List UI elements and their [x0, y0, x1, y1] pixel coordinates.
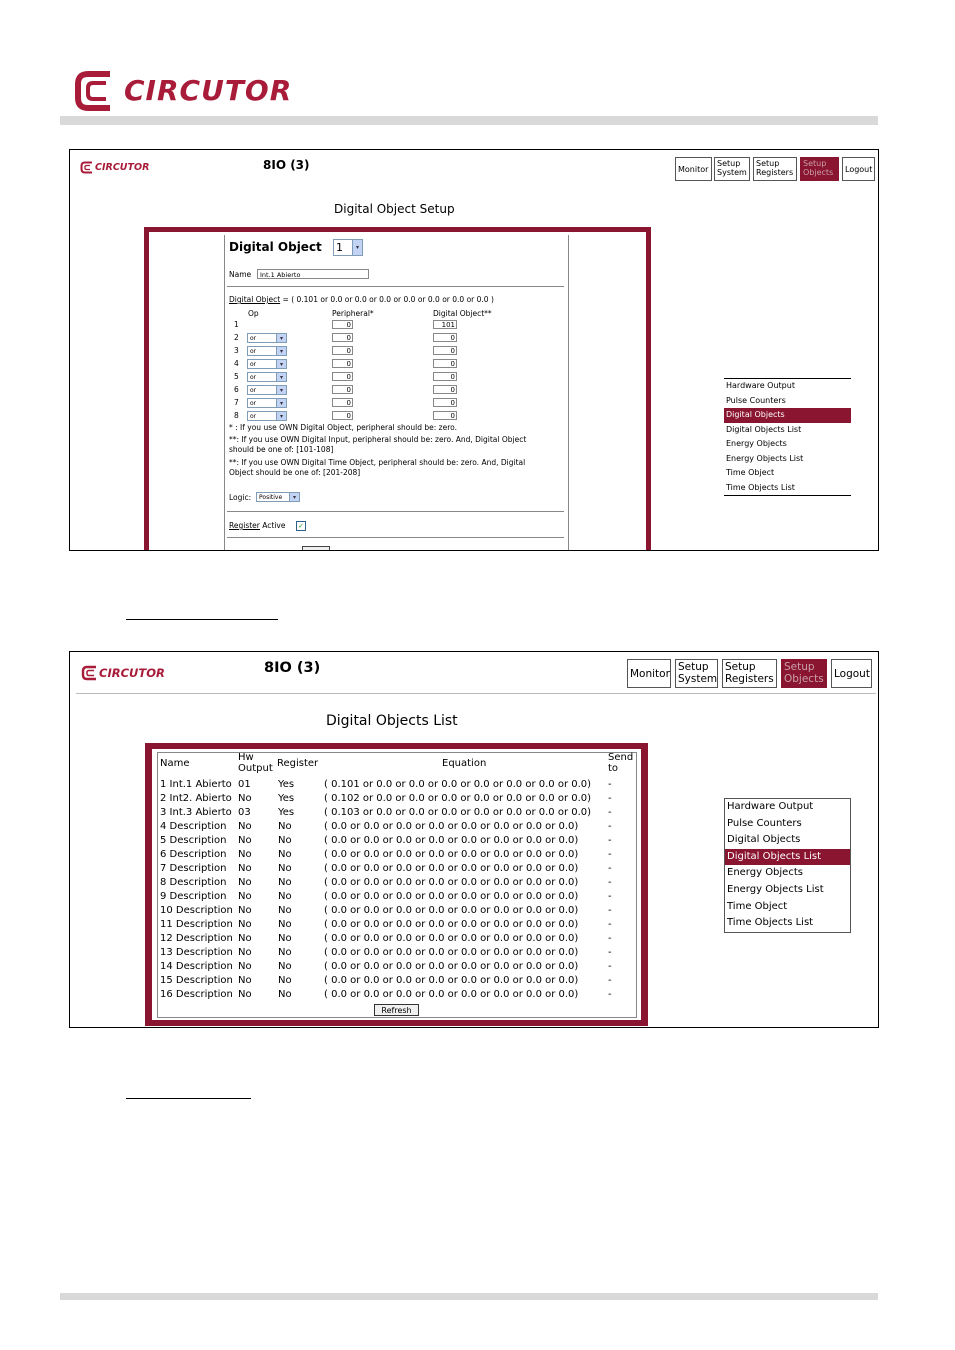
setup-row [149, 346, 549, 357]
side-menu-setup [724, 378, 851, 496]
nav-monitor[interactable]: Monitor [627, 659, 671, 688]
cell-equation: ( 0.0 or 0.0 or 0.0 or 0.0 or 0.0 or 0.0 or 0.0 or 0.0) [324, 905, 579, 916]
cell-name: 10 Description [160, 905, 233, 916]
cell-send-to: - [608, 779, 612, 790]
menu-item-hardware-output[interactable]: Hardware Output [727, 801, 814, 812]
row-number: 6 [234, 385, 239, 394]
digital-object-input[interactable]: 0 [433, 398, 457, 407]
op-select-value: or [250, 387, 257, 394]
cell-send-to: - [608, 947, 612, 958]
chevron-down-icon: ▾ [276, 412, 286, 420]
device-title: 8IO (3) [264, 660, 321, 676]
digital-object-input[interactable]: 0 [433, 385, 457, 394]
cell-hw-output: No [238, 835, 252, 846]
cell-hw-output: No [238, 849, 252, 860]
circutor-logo-icon [81, 665, 98, 681]
peripheral-input[interactable]: 0 [332, 359, 353, 368]
op-select-value: or [250, 400, 257, 407]
cell-name: 6 Description [160, 849, 227, 860]
digital-object-input[interactable]: 0 [433, 346, 457, 355]
digital-object-input[interactable]: 0 [433, 333, 457, 342]
cell-name: 15 Description [160, 975, 233, 986]
op-select[interactable] [247, 359, 287, 369]
cell-equation: ( 0.0 or 0.0 or 0.0 or 0.0 or 0.0 or 0.0 or 0.0 or 0.0) [324, 821, 579, 832]
form-separator-2 [227, 511, 564, 512]
menu-item-hardware-output[interactable]: Hardware Output [726, 381, 795, 390]
page-title: Digital Objects List [326, 713, 458, 729]
cell-send-to: - [608, 877, 612, 888]
digital-object-input[interactable]: 0 [433, 411, 457, 420]
chevron-down-icon: ▾ [289, 493, 299, 501]
menu-item-digital-objects-list[interactable]: Digital Objects List [725, 849, 850, 866]
cell-name: 14 Description [160, 961, 233, 972]
cell-name: 16 Description [160, 989, 233, 1000]
mini-logo [80, 161, 160, 175]
row-number: 7 [234, 398, 239, 407]
digital-object-input[interactable]: 101 [433, 320, 457, 329]
cell-send-to: - [608, 961, 612, 972]
row-number: 2 [234, 333, 239, 342]
save-button-partial[interactable] [302, 546, 330, 551]
device-title: 8IO (3) [263, 158, 310, 172]
cell-register: No [278, 821, 292, 832]
cell-send-to: - [608, 905, 612, 916]
row-number: 5 [234, 372, 239, 381]
cell-send-to: - [608, 891, 612, 902]
nav-setup-registers[interactable]: Setup Registers [753, 157, 797, 181]
cell-equation: ( 0.0 or 0.0 or 0.0 or 0.0 or 0.0 or 0.0 or 0.0 or 0.0) [324, 919, 579, 930]
caption-underline-1 [126, 619, 278, 620]
form-heading: Digital Object [229, 240, 322, 254]
menu-item-digital-objects[interactable]: Digital Objects [724, 408, 851, 423]
cell-send-to: - [608, 989, 612, 1000]
cell-equation: ( 0.0 or 0.0 or 0.0 or 0.0 or 0.0 or 0.0 or 0.0 or 0.0) [324, 989, 579, 1000]
footer-rule [60, 1293, 878, 1300]
menu-item-energy-objects-list[interactable]: Energy Objects List [727, 883, 824, 895]
menu-item-time-object[interactable]: Time Object [727, 900, 788, 912]
cell-hw-output: No [238, 877, 252, 888]
cell-name: 8 Description [160, 877, 227, 888]
cell-name: 9 Description [160, 891, 227, 902]
cell-equation: ( 0.103 or 0.0 or 0.0 or 0.0 or 0.0 or 0.0 or 0.0 or 0.0) [324, 807, 592, 818]
circutor-logo-icon [80, 161, 94, 174]
setup-row [149, 411, 549, 422]
name-input[interactable]: Int.1 Abierto [257, 269, 369, 279]
cell-equation: ( 0.0 or 0.0 or 0.0 or 0.0 or 0.0 or 0.0 or 0.0 or 0.0) [324, 863, 579, 874]
op-select[interactable] [247, 385, 287, 395]
active-checkbox[interactable]: ✓ [296, 521, 306, 531]
chevron-down-icon: ▾ [276, 334, 286, 342]
cell-register: No [278, 933, 292, 944]
nav-setup-registers[interactable]: Setup Registers [722, 659, 777, 688]
cell-send-to: - [608, 849, 612, 860]
menu-item-time-objects-list[interactable]: Time Objects List [727, 917, 814, 929]
cell-send-to: - [608, 821, 612, 832]
equation-text: = ( 0.101 or 0.0 or 0.0 or 0.0 or 0.0 or 0.0 or 0.0 or 0.0 ) [282, 295, 494, 304]
nav-setup-system[interactable]: Setup System [675, 659, 718, 688]
nav-setup-objects[interactable]: Setup Objects [800, 157, 839, 181]
peripheral-input[interactable]: 0 [332, 320, 353, 329]
cell-register: No [278, 863, 292, 874]
cell-send-to: - [608, 863, 612, 874]
cell-name: 2 Int2. Abierto [160, 793, 232, 804]
cell-hw-output: No [238, 975, 252, 986]
mini-logo [81, 665, 181, 683]
setup-row [149, 385, 549, 396]
cell-register: No [278, 975, 292, 986]
header-equation: Equation [442, 758, 487, 769]
nav-logout[interactable]: Logout [842, 157, 875, 181]
cell-hw-output: No [238, 919, 252, 930]
menu-item-time-object[interactable]: Time Object [726, 468, 775, 477]
cell-equation: ( 0.0 or 0.0 or 0.0 or 0.0 or 0.0 or 0.0 or 0.0 or 0.0) [324, 947, 579, 958]
peripheral-input[interactable]: 0 [332, 398, 353, 407]
cell-equation: ( 0.101 or 0.0 or 0.0 or 0.0 or 0.0 or 0.0 or 0.0 or 0.0) [324, 779, 592, 790]
op-select-value: or [250, 335, 257, 342]
form-panel [149, 232, 646, 551]
setup-row [149, 398, 549, 409]
cell-register: Yes [278, 807, 295, 818]
header-name: Name [160, 758, 190, 769]
menu-item-energy-objects-list[interactable]: Energy Objects List [726, 453, 804, 463]
menu-item-pulse-counters[interactable]: Pulse Counters [727, 817, 802, 829]
cell-name: 1 Int.1 Abierto [160, 779, 232, 790]
cell-register: Yes [278, 779, 295, 790]
cell-send-to: - [608, 793, 612, 804]
cell-hw-output: No [238, 863, 252, 874]
cell-equation: ( 0.0 or 0.0 or 0.0 or 0.0 or 0.0 or 0.0 or 0.0 or 0.0) [324, 891, 579, 902]
menu-item-energy-objects[interactable]: Energy Objects [727, 867, 803, 879]
digital-object-input[interactable]: 0 [433, 359, 457, 368]
header-logo [74, 70, 304, 112]
mini-wordmark: CIRCUTOR [95, 162, 150, 173]
note-2: **: If you use OWN Digital Input, peripheral should be: zero. And, Digital Object should be one of: [101-108] [229, 435, 527, 454]
cell-name: 5 Description [160, 835, 227, 846]
cell-hw-output: No [238, 891, 252, 902]
header-register: Register [277, 758, 319, 769]
cell-hw-output: 03 [238, 807, 251, 818]
circutor-logo-icon [74, 70, 118, 112]
op-select[interactable] [247, 333, 287, 343]
nav-logout[interactable]: Logout [831, 659, 872, 688]
cell-equation: ( 0.0 or 0.0 or 0.0 or 0.0 or 0.0 or 0.0 or 0.0 or 0.0) [324, 961, 579, 972]
op-select-value: or [250, 413, 257, 420]
setup-row [149, 359, 549, 370]
menu-item-energy-objects[interactable]: Energy Objects [726, 439, 787, 448]
op-select[interactable] [247, 398, 287, 408]
setup-row [149, 333, 549, 344]
cell-hw-output: No [238, 947, 252, 958]
col-digital-object: Digital Object** [433, 309, 492, 318]
cell-name: 13 Description [160, 947, 233, 958]
chevron-down-icon: ▾ [276, 399, 286, 407]
peripheral-input[interactable]: 0 [332, 411, 353, 420]
digital-object-input[interactable]: 0 [433, 372, 457, 381]
brand-wordmark: CIRCUTOR [124, 74, 293, 107]
menu-item-time-objects-list[interactable]: Time Objects List [726, 482, 795, 492]
chevron-down-icon: ▾ [276, 386, 286, 394]
op-select-value: or [250, 361, 257, 368]
digital-object-select-value: 1 [336, 241, 343, 254]
peripheral-input[interactable]: 0 [332, 346, 353, 355]
op-select[interactable] [247, 411, 287, 421]
cell-equation: ( 0.102 or 0.0 or 0.0 or 0.0 or 0.0 or 0.0 or 0.0 or 0.0) [324, 793, 592, 804]
logic-select[interactable] [256, 492, 300, 502]
cell-name: 12 Description [160, 933, 233, 944]
cell-name: 11 Description [160, 919, 233, 930]
list-panel [152, 749, 641, 1020]
row-number: 1 [234, 320, 239, 329]
cell-hw-output: No [238, 793, 252, 804]
cell-register: No [278, 905, 292, 916]
cell-equation: ( 0.0 or 0.0 or 0.0 or 0.0 or 0.0 or 0.0 or 0.0 or 0.0) [324, 835, 579, 846]
cell-equation: ( 0.0 or 0.0 or 0.0 or 0.0 or 0.0 or 0.0 or 0.0 or 0.0) [324, 975, 579, 986]
cell-register: No [278, 947, 292, 958]
active-label: Active [262, 521, 286, 530]
peripheral-input[interactable]: 0 [332, 372, 353, 381]
cell-hw-output: No [238, 933, 252, 944]
cell-name: 4 Description [160, 821, 227, 832]
form-separator-1 [227, 286, 564, 287]
equation-line [229, 295, 494, 304]
cell-send-to: - [608, 919, 612, 930]
screenshot-digital-object-setup [69, 149, 879, 551]
chevron-down-icon: ▾ [352, 240, 362, 255]
note-1: * : If you use OWN Digital Object, peripheral should be: zero. [229, 423, 457, 432]
menu-item-digital-objects-list[interactable]: Digital Objects List [726, 424, 802, 434]
chevron-down-icon: ▾ [276, 347, 286, 355]
op-select-value: or [250, 374, 257, 381]
cell-register: No [278, 989, 292, 1000]
cell-register: No [278, 849, 292, 860]
equation-label: Digital Object [229, 295, 281, 304]
op-select[interactable] [247, 372, 287, 382]
chevron-down-icon: ▾ [276, 373, 286, 381]
form-right-rule [568, 235, 569, 551]
op-select-value: or [250, 348, 257, 355]
cell-hw-output: 01 [238, 779, 251, 790]
header-divider [76, 693, 876, 694]
nav-monitor[interactable]: Monitor [675, 157, 712, 181]
op-select[interactable] [247, 346, 287, 356]
cell-register: No [278, 919, 292, 930]
refresh-button[interactable]: Refresh [374, 1004, 419, 1016]
note-3: **: If you use OWN Digital Time Object, peripheral should be: zero. And, Digital Object should be one of: [201-208] [229, 458, 526, 477]
row-number: 4 [234, 359, 239, 368]
form-separator-3 [227, 537, 564, 538]
row-number: 8 [234, 411, 239, 420]
cell-register: No [278, 877, 292, 888]
logic-select-value: Positive [259, 494, 283, 501]
digital-object-select[interactable] [333, 239, 363, 256]
cell-hw-output: No [238, 821, 252, 832]
cell-register: No [278, 835, 292, 846]
cell-send-to: - [608, 975, 612, 986]
cell-equation: ( 0.0 or 0.0 or 0.0 or 0.0 or 0.0 or 0.0 or 0.0 or 0.0) [324, 849, 579, 860]
row-number: 3 [234, 346, 239, 355]
cell-register: No [278, 961, 292, 972]
header-send-to: Send to [608, 752, 634, 774]
peripheral-input[interactable]: 0 [332, 333, 353, 342]
cell-hw-output: No [238, 905, 252, 916]
list-rows [160, 778, 630, 1008]
header-rule [60, 116, 878, 125]
register-line [229, 521, 285, 530]
col-op: Op [248, 309, 259, 318]
mini-wordmark: CIRCUTOR [99, 666, 165, 680]
cell-equation: ( 0.0 or 0.0 or 0.0 or 0.0 or 0.0 or 0.0 or 0.0 or 0.0) [324, 933, 579, 944]
cell-send-to: - [608, 933, 612, 944]
logic-label: Logic: [229, 493, 252, 502]
menu-item-digital-objects[interactable]: Digital Objects [727, 834, 801, 846]
register-link[interactable]: Register [229, 521, 260, 530]
cell-send-to: - [608, 807, 612, 818]
cell-send-to: - [608, 835, 612, 846]
col-peripheral: Peripheral* [332, 309, 374, 318]
page-title: Digital Object Setup [334, 202, 455, 216]
cell-register: Yes [278, 793, 295, 804]
cell-name: 3 Int.3 Abierto [160, 807, 232, 818]
peripheral-input[interactable]: 0 [332, 385, 353, 394]
menu-item-pulse-counters[interactable]: Pulse Counters [726, 395, 786, 405]
cell-equation: ( 0.0 or 0.0 or 0.0 or 0.0 or 0.0 or 0.0 or 0.0 or 0.0) [324, 877, 579, 888]
setup-row [149, 372, 549, 383]
cell-name: 7 Description [160, 863, 227, 874]
cell-hw-output: No [238, 989, 252, 1000]
setup-row [149, 320, 549, 331]
nav-setup-objects[interactable]: Setup Objects [781, 659, 827, 688]
screenshot-digital-objects-list [69, 651, 879, 1028]
cell-register: No [278, 891, 292, 902]
caption-underline-2 [126, 1098, 251, 1099]
name-label: Name [229, 270, 252, 279]
header-hw-output: Hw Output [238, 752, 273, 774]
side-menu-list [724, 798, 851, 933]
nav-setup-system[interactable]: Setup System [714, 157, 750, 181]
cell-hw-output: No [238, 961, 252, 972]
chevron-down-icon: ▾ [276, 360, 286, 368]
